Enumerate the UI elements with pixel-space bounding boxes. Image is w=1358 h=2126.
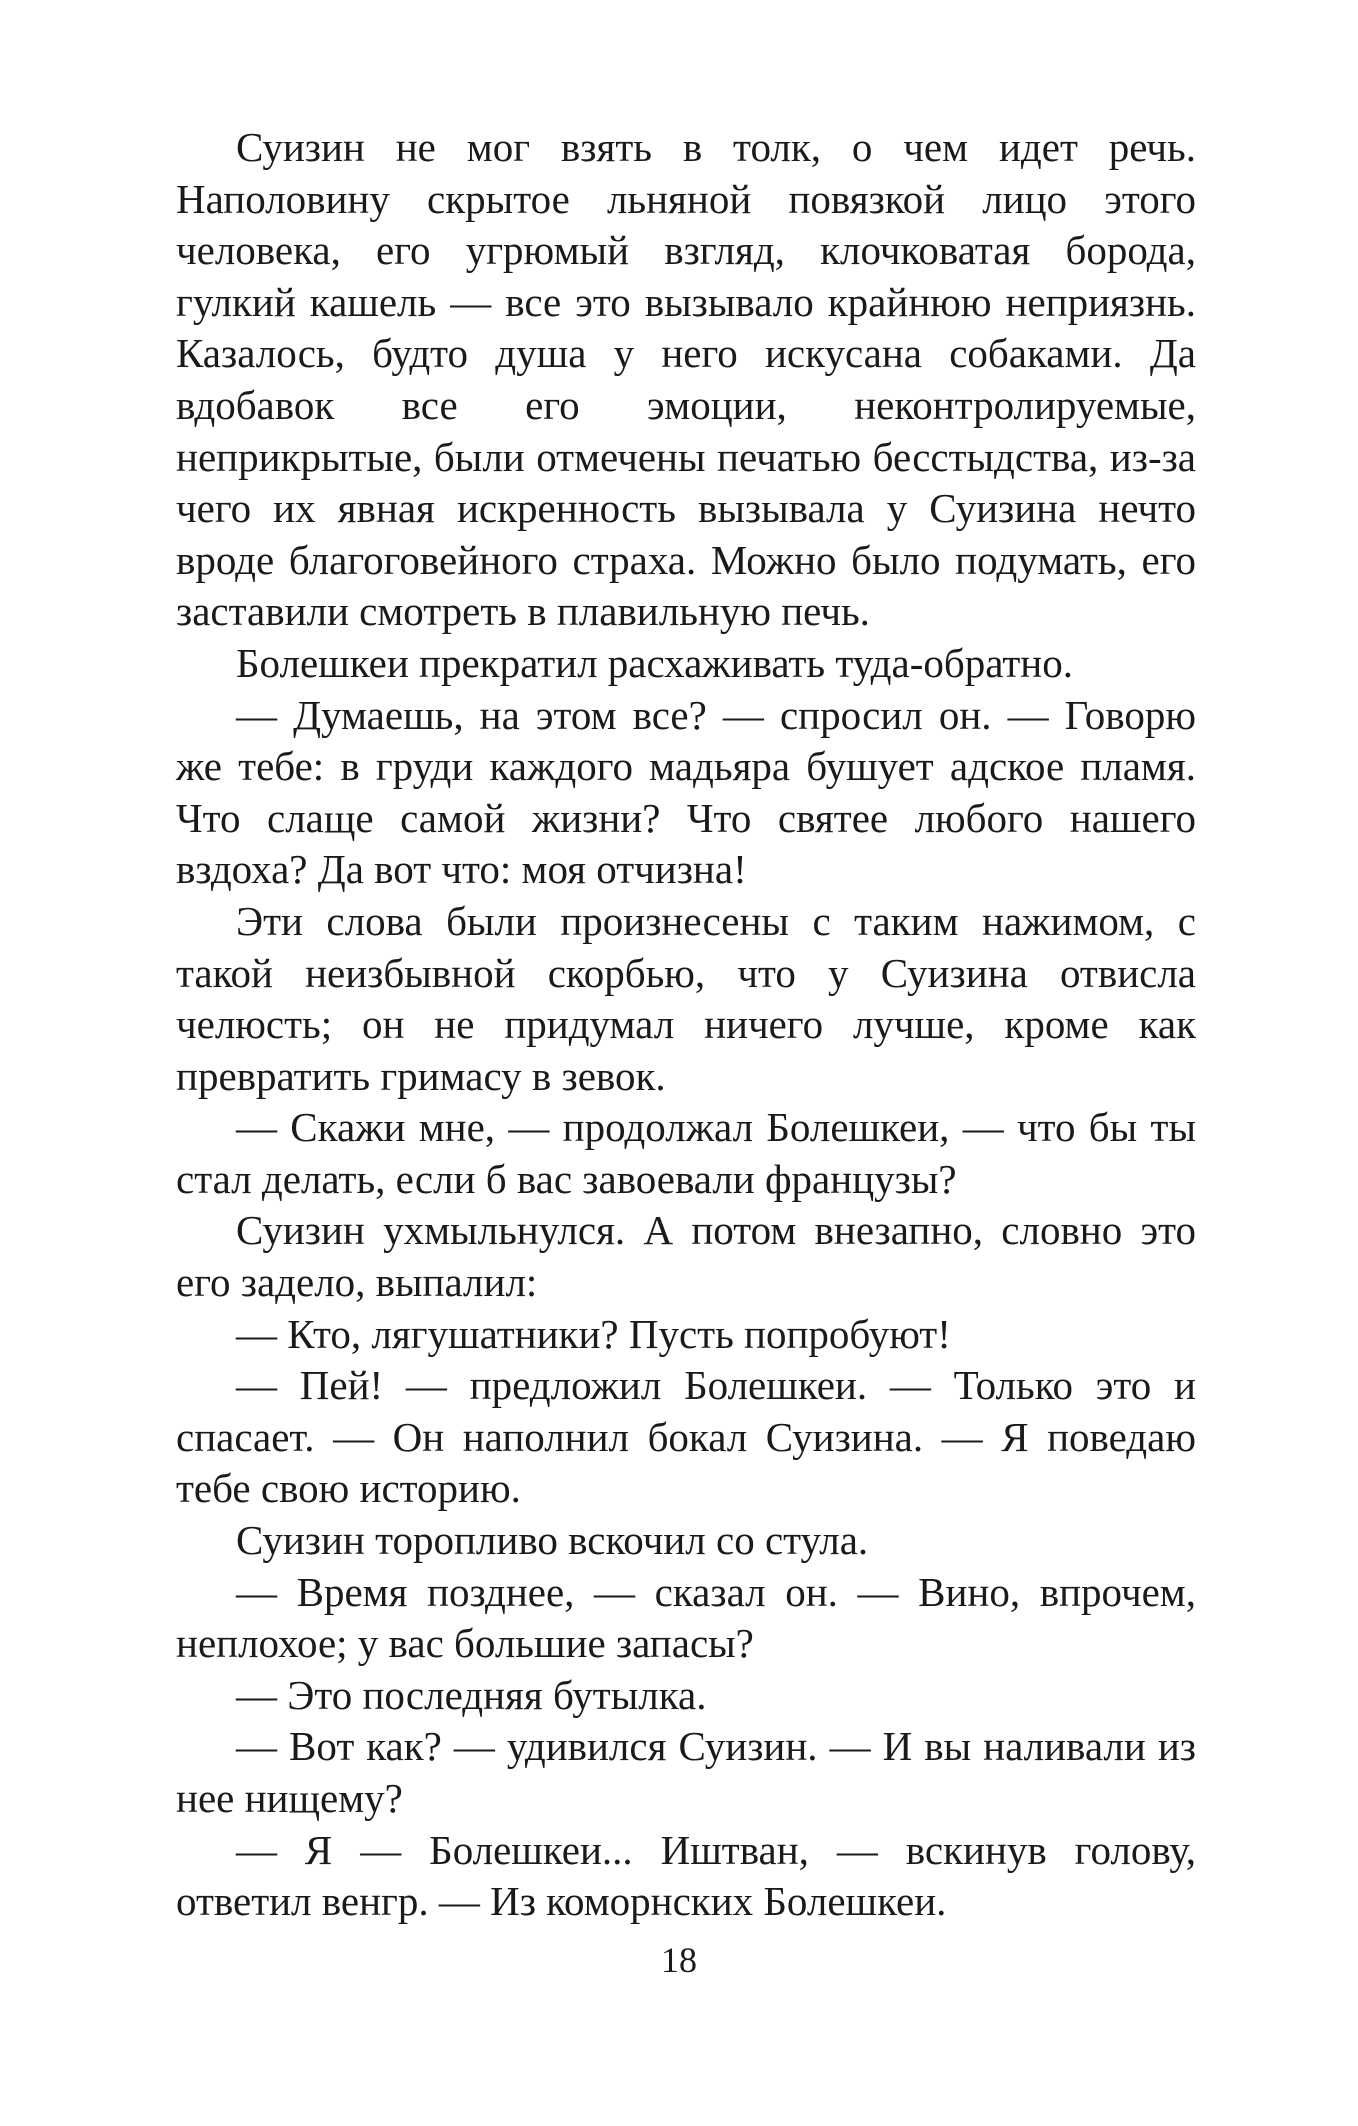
paragraph: Эти слова были произнесены с таким нажимом, с такой неизбывной скорбью, что у Суизина отвисла челюсть; он не придумал ничего лучше, кроме как превратить гримасу в зевок. xyxy=(176,897,1196,1099)
paragraph: — Вот как? — удивился Суизин. — И вы наливали из нее нищему? xyxy=(176,1723,1196,1821)
paragraph: — Это последняя бутылка. xyxy=(236,1671,707,1718)
paragraph: — Думаешь, на этом все? — спросил он. — Говорю же тебе: в груди каждого мадьяра бушует адское пламя. Что слаще самой жизни? Что святее любого нашего вздоха? Да вот что: моя отчизна! xyxy=(176,691,1196,893)
paragraph: — Кто, лягушатники? Пусть попробуют! xyxy=(236,1310,951,1357)
paragraph: — Скажи мне, — продолжал Болешкеи, — что бы ты стал делать, если б вас завоевали французы? xyxy=(176,1104,1196,1202)
paragraph: — Я — Болешкеи... Иштван, — вскинув голову, ответил венгр. — Из коморнских Болешкеи. xyxy=(176,1826,1196,1925)
paragraph: Суизин торопливо вскочил со стула. xyxy=(236,1517,869,1564)
book-page-text xyxy=(176,122,1196,1928)
paragraph: Суизин не мог взять в толк, о чем идет речь. Наполовину скрытое льняной повязкой лицо этого человека, его угрюмый взгляд, клочковатая борода, гулкий кашель — все это вызывало крайнюю неприязнь. Казалось, будто душа у него искусана собаками. Да вдобавок все его эмоции, неконтролируемые, неприкрытые, были отмечены печатью бесстыдства, из-за чего их явная искренность вызывала у Суизина нечто вроде благоговейного страха. Можно было подумать, его заставили смотреть в плавильную печь. xyxy=(176,124,1196,635)
page-number: 18 xyxy=(661,1940,697,1980)
paragraph: Болешкеи прекратил расхаживать туда-обратно. xyxy=(236,639,1073,686)
paragraph: Суизин ухмыльнулся. А потом внезапно, словно это его задело, выпалил: xyxy=(176,1207,1196,1306)
paragraph: — Время позднее, — сказал он. — Вино, впрочем, неплохое; у вас большие запасы? xyxy=(176,1568,1196,1667)
paragraph: — Пей! — предложил Болешкеи. — Только это и спасает. — Он наполнил бокал Суизина. — Я поведаю тебе свою историю. xyxy=(176,1362,1196,1512)
